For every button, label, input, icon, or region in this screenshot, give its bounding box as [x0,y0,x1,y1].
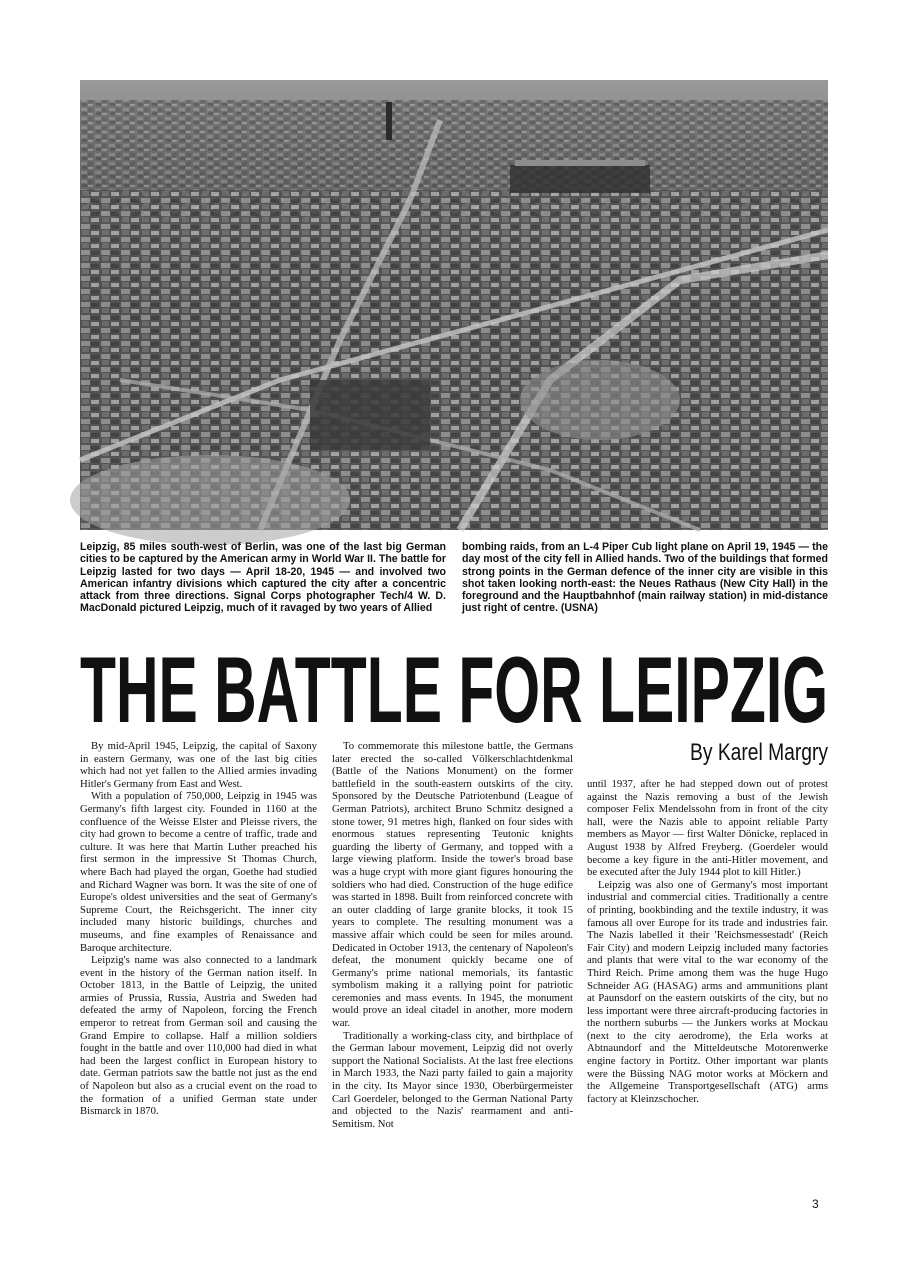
body-column-1 [80,740,317,1118]
paragraph: By mid-April 1945, Leipzig, the capital of Saxony in eastern Germany, was one of the last big cities which had not yet fallen to the Allied armies invading Hitler's Germany from East and West. [80,740,317,790]
paragraph: Leipzig was also one of Germany's most important industrial and commercial cities. Traditionally a centre of printing, bookbinding and the textile industry, it was famous all over Europe for its trade and industries fair. The Nazis labelled it their 'Reichsmessestadt' (Reich Fair City) and modern Leipzig included many factories and plants that were vital to the war economy of the Third Reich. Prime among them was the huge Hugo Schneider AG (HASAG) arms and ammunitions plant at Paunsdorf on the eastern outskirts of the city, but no less important were three aircraft-producing factories in the northern suburbs — the Junkers works at Mockau (next to the city aerodrome), the Erla works at Abtnaundorf and the Mitteldeutsche Motorenwerke engine factory in Portitz. Other important war plants were the Büssing NAG motor works at Möckern and the Allgemeine Transportgesellschaft (ATG) arms factory at Kleinzschocher. [587,878,828,1105]
byline-text: By Karel Margry [690,739,828,766]
photo-caption-part-2: bombing raids, from an L-4 Piper Cub light plane on April 19, 1945 — the day most of the city fell in Allied hands. Two of the buildings that formed strong points in the German defence of the inner city are visible in this shot taken looking north-east: the Neues Rathaus (New City Hall) in the foreground and the Hauptbahnhof (main railway station) in mid-distance just right of centre. (USNA) [462,541,828,615]
aerial-photo [80,80,828,530]
headline-text: THE BATTLE FOR LEIPZIG [80,637,829,742]
paragraph: To commemorate this milestone battle, the Germans later erected the so-called Völkerschlachtdenkmal (Battle of the Nations Monument) on the former battlefield in the south-eastern outskirts of the city. Sponsored by the Deutsche Patriotenbund (League of German Patriots), architect Bruno Schmitz designed a stone tower, 91 metres high, flanked on four sides with enormous statues representing Teutonic knights guarding the liberty of Germany, and topped with a large viewing platform. Inside the tower's broad base was a huge crypt with more giant figures honouring the soldiers who had died. Construction of the huge edifice was started in 1898. Built from reinforced concrete with an outer cladding of large granite blocks, it took 15 years to complete. The resulting monument was a massive affair which could be seen for miles around. Dedicated in October 1913, the centenary of Napoleon's defeat, the monument quickly became one of Germany's prime national memorials, its fantastic symbolism making it a rallying point for patriotic ceremonies and mass events. In 1945, the monument would prove an ideal citadel in another, more modern war. [332,740,573,1030]
article-headline [80,636,829,742]
photo-caption-part-1: Leipzig, 85 miles south-west of Berlin, was one of the last big German cities to be captured by the American army in World War II. The battle for Leipzig lasted for two days — April 18-20, 1945 — and involved two American infantry divisions which captured the city after a concentric attack from three directions. Signal Corps photographer Tech/4 W. D. MacDonald pictured Leipzig, much of it ravaged by two years of Allied [80,541,446,615]
paragraph: Traditionally a working-class city, and birthplace of the German labour movement, Leipzig did not overly support the National Socialists. At the last free elections in March 1933, the Nazi party failed to gain a majority in the city. Its Mayor since 1930, Oberbürgermeister Carl Goerdeler, belonged to the German National Party and objected to the Nazis' rearmament and anti-Semitism. Not [332,1029,573,1130]
paragraph: Leipzig's name was also connected to a landmark event in the history of the German nation itself. In October 1813, in the Battle of Leipzig, the united armies of Prussia, Russia, Austria and Sweden had defeated the army of Napoleon, forcing the French emperor to retreat from German soil and causing the Grand Empire to collapse. Half a million soldiers fought in the battle and over 110,000 had died in what had been the largest conflict in European history to date. German patriots saw the battle not just as the end of Napoleon but also as a crucial event on the road to the formation of a unified German state under Bismarck in 1870. [80,954,317,1118]
page-number: 3 [812,1197,819,1211]
body-column-2 [332,740,573,1130]
body-column-3 [587,778,828,1105]
paragraph: With a population of 750,000, Leipzig in 1945 was Germany's fifth largest city. Founded in 1160 at the confluence of the Weisse Elster and Pleisse rivers, the city had grown to become a centre of traffic, trade and culture. It was here that Martin Luther preached his first sermon in the impressive St Thomas Church, where Bach had played the organ, Goethe had studied and Richard Wagner was born. It was the site of one of Europe's oldest universities and the seat of Germany's Supreme Court, the Reichsgericht. The inner city included many historic buildings, churches and museums, and fine examples of Renaissance and Baroque architecture. [80,790,317,954]
aerial-city-image [80,80,828,530]
paragraph: until 1937, after he had stepped down out of protest against the Nazis removing a bust of the Jewish composer Felix Mendelssohn from in front of the city hall, were the Nazis able to appoint reliable Party members as Mayor — first Walter Dönicke, replaced in August 1938 by Alfred Freyberg. (Goerdeler would become a key figure in the anti-Hitler movement, and be executed after the July 1944 plot to kill Hitler.) [587,778,828,879]
article-byline [579,733,828,767]
